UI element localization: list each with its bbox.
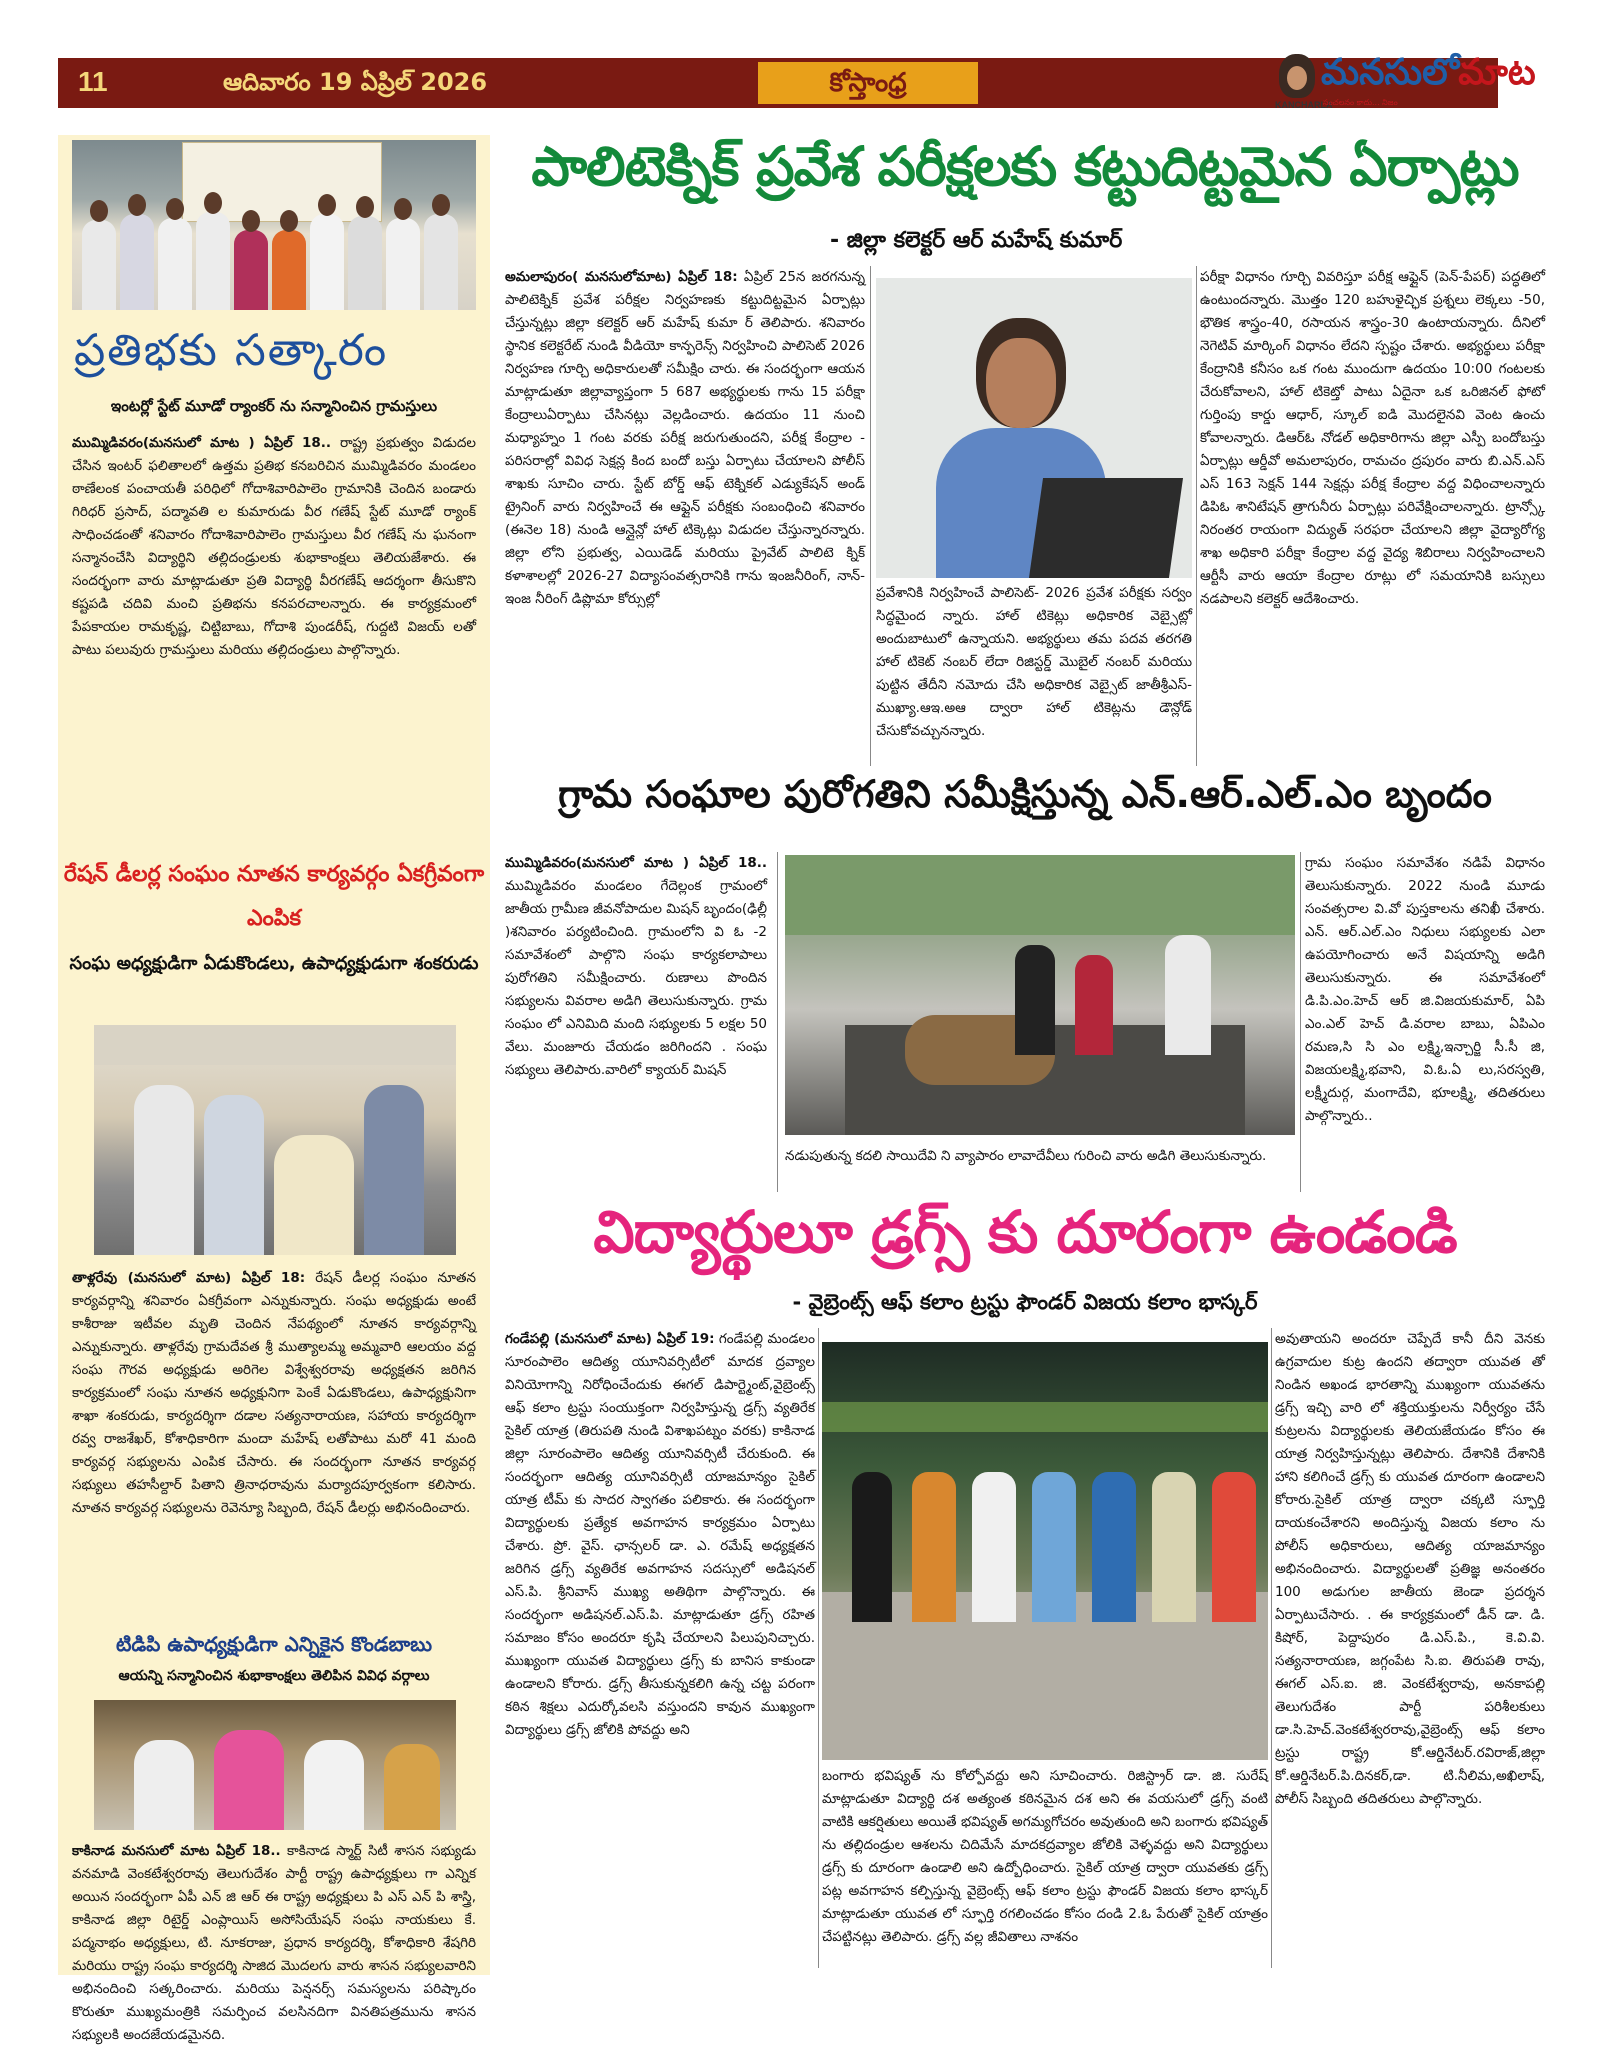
nrlm-column-1: [505, 852, 767, 1192]
body-text: కాకినాడ స్మార్ట్ సిటీ శాసన సభ్యుడు వనమాడి వెంకటేశ్వరరావు తెలుగుదేశం పార్టీ రాష్ట్ర ఉపాధ్యక్షులు గా ఎన్నిక అయిన సందర్భంగా ఏపీ ఎన్ జి ఆర్ ఈ రాష్ట్ర అధ్యక్షులు పి ఎస్ ఎన్ పి శాస్త్రి, కాకినాడ జిల్లా రిటైర్డ్ ఎంప్లాయిస్ అసోసియేషన్ సంఘ నాయకులు కే. పద్మనాభం అధ్యక్షులు, టి. నూకరాజు, ప్రధాన కార్యదర్శి, కోశాధికారి శేషగిరి మరియు రాష్ట్ర సంఘ కార్యదర్శి సాజిద మొదలగు వారు శాసన సభ్యులవారిని అభినందించి సత్కరించారు. మరియు పెన్షనర్స్ సమస్యలను పరిష్కారం కొరుతూ ముఖ్యమంత్రికి సమర్పించ వలసినదిగా వినతిపత్రమును శాసన సభ్యులకి అందజేయడమైనది.: [72, 1843, 476, 2043]
polytechnic-column-1: [505, 266, 865, 766]
headline-ration-dealers: రేషన్ డీలర్ల సంఘం నూతన కార్యవర్గం ఏకగ్రీవంగా ఎంపిక: [63, 862, 485, 931]
column-rule: [818, 1328, 819, 1968]
polytechnic-column-3: పరీక్షా విధానం గూర్చి వివరిస్తూ పరీక్ష ఆఫ్లైన్ (పెన్-పేపర్) పద్ధతిలో ఉంటుందన్నారు. మొత్తం 120 బహుళైచ్ఛిక ప్రశ్నలు లెక్కలు -50, భౌతిక శాస్త్రం-40, రసాయన శాస్త్రం-30 ఉంటాయన్నారు. దీనిలో నెగెటివ్ మార్కింగ్ విధానం లేదని స్పష్టం చేశారు. అభ్యర్థులు పరీక్షా కేంద్రానికి కనీసం ఒక గంట ముందుగా ఉదయం 10:00 గంటలకు చేరుకోవాలని, హాల్ టికెట్తో పాటు ఏదైనా ఒక ఒరిజినల్ ఫోటో గుర్తింపు కార్డు ఆధార్, స్కూల్ ఐడి మొదలైనవి వెంట ఉంచు కోవాలన్నారు. డిఆర్ఓ నోడల్ అధికారిగాను జిల్లా ఎస్పీ బందోబస్తు ఏర్పాట్లు ఆర్డీవో అమలాపురం, రామచం ద్రపురం వారు బి.ఎన్.ఎస్ ఎస్ 163 సెక్షన్ 144 సెక్షన్లు పరీక్ష కేంద్రాల వద్ద విధించాలన్నారు డిపిఓ శానిటేషన్ త్రాగునీరు ఏర్పాట్లు పరివేక్షించాలన్నారు. ట్రాన్స్కో నిరంతర రాయంగా విద్యుత్ సరఫరా చేయాలని జిల్లా వైద్యారోగ్య శాఖ అధికారి పరీక్షా కేంద్రాల వద్ద వైద్య శిబిరాలు నిర్వహించాలని ఆర్టీసీ వారు ఆయా కేంద్రాల రూట్లు లో సమయానికి బస్సులు నడపాలని కలెక్టర్ ఆదేశించారు.: [1200, 269, 1545, 607]
logo-name: KANCHARLA: [1275, 100, 1333, 110]
nrlm-column-3: గ్రామ సంఘం సమావేశం నడిపే విధానం తెలుసుకున్నారు. 2022 నుండి మూడు సంవత్సరాల వి.వో పుస్తకాలను తనిఖీ చేశారు. ఎన్. ఆర్.ఎల్.ఎం నిధులు సభ్యులకు ఎలా ఉపయోగించారు అనే విషయాన్ని అడిగి తెలుసుకున్నారు. ఈ సమావేశంలో డి.పి.ఎం.హెచ్ ఆర్ జి.విజయకుమార్, ఏపి ఎం.ఎల్ హెచ్ డి.వరాల బాబు, ఏపిఎం రమణ,సి సి ఎం లక్ష్మి,ఇన్చార్జి సీ.సీ జి, విజయలక్ష్మి,భవాని, వి.ఓ.ఏ లు,సరస్వతి, లక్ష్మీదుర్గ, మంగాదేవి, భూలక్ష్మి, తదితరులు పాల్గొన్నారు..: [1305, 855, 1545, 1124]
drugs-column-1: [505, 1328, 815, 1968]
subhead-ration-dealers: సంఘ అధ్యక్షుడిగా ఏడుకొండలు, ఉపాధ్యక్షుడుగా శంకరుడు: [69, 953, 479, 974]
stage-performers-photo: [822, 1342, 1268, 1760]
headline-polytechnic: పాలిటెక్నిక్ ప్రవేశ పరీక్షలకు కట్టుదిట్టమైన ఏర్పాట్లు: [531, 135, 1519, 198]
newspaper-logo: [1275, 52, 1535, 114]
masthead-title-part1: మనసులో: [1321, 52, 1459, 93]
page-number: 11: [78, 66, 108, 97]
drugs-column-3: అవుతాయని అందరూ చెప్పేదే కానీ దీని వెనకు ఉగ్రవాదుల కుట్ర ఉందని తద్వారా యువత తో నిండిన అఖండ భారతాన్ని ముఖ్యంగా యువతను డ్రగ్స్ ఇచ్చి వారి లో శక్తియుక్తులను నిర్వీర్యం చేసే కుట్రలను విద్యార్థులకు తెలియజేయడం కోసం ఈ యాత్ర నిర్వహిస్తున్నట్లు తెలిపారు. దేశానికి దేశానికి హాని కలిగించే డ్రగ్స్ కు యువత దూరంగా ఉండాలని కోరారు.సైకిల్ యాత్ర ద్వారా చక్కటి స్ఫూర్తి దాయకంచేశారని అందిస్తున్న విజయ కలాం ను పోలీస్ అధికారులు, ఆదిత్య యాజమాన్యం అభినందించారు. విద్యార్థులతో ప్రతిజ్ఞ అనంతరం 100 అడుగుల జాతీయ జెండా ప్రదర్శన ఏర్పాటుచేసారు. . ఈ కార్యక్రమంలో డీన్ డా. డి. కిషోర్, పెద్దాపురం డి.ఎస్.పి., కె.వి.వి. సత్యనారాయణ, జగ్గంపేట సి.ఐ. తిరుపతి రావు, ఈగల్ ఎస్.ఐ. జి. వెంకటేశ్వరావు, అనకాపల్లి తెలుగుదేశం పార్టీ పరిశీలకులు డా.సి.హెచ్.వెంకటేశ్వరరావు,వైబ్రెంట్స్ ఆఫ్ కలాం ట్రస్టు రాష్ట్ర కో.ఆర్డినేటర్.రవిరాజ్,జిల్లా కో.ఆర్డినేటర్.పి.దినకర్,డా. టి.నీలిమ,అఖిలాష్, పోలీస్ సిబ్బంది తదితరులు పాల్గొన్నారు.: [1275, 1331, 1545, 1807]
dateline: గండేపల్లి (మనసులో మాట) ఏప్రిల్ 19:: [505, 1331, 715, 1347]
headline-drugs-awareness: విద్యార్థులూ డ్రగ్స్ కు దూరంగా ఉండండి: [593, 1198, 1457, 1266]
masthead-title-part2: మాట: [1458, 52, 1536, 93]
subhead-felicitation: ఇంటర్లో స్టేట్ మూడో ర్యాంకర్ ను సన్మానించిన గ్రామస్తులు: [110, 397, 438, 415]
column-rule: [1300, 852, 1301, 1192]
nrlm-caption: నడుపుతున్న కదలి సాయిదేవి ని వ్యాపారం లావాదేవీలు గురించి వారు అడిగి తెలుసుకున్నారు.: [785, 1148, 1267, 1164]
masthead-title: [1321, 52, 1536, 102]
article-felicitation-body: [72, 432, 476, 852]
article-tdp-body: [72, 1840, 476, 2043]
dateline: కాకినాడ మనసులో మాట ఏప్రిల్ 18..: [72, 1843, 281, 1859]
headline-nrlm-review: గ్రామ సంఘాల పురోగతిని సమీక్షిస్తున్న ఎన్.ఆర్.ఎల్.ఎం బృందం: [558, 772, 1492, 816]
issue-date: ఆదివారం 19 ఏప్రిల్ 2026: [223, 68, 488, 96]
collector-photo: [876, 278, 1192, 578]
polytechnic-column-2: ప్రవేశానికి నిర్వహించే పాలిసెట్- 2026 ప్రవేశ పరీక్షకు సర్వం సిద్ధమైంద న్నారు. హాల్ టికెట్లు అధికారిక వెబ్సైట్లో అందుబాటులో ఉన్నాయని. అభ్యర్థులు తమ పదవ తరగతి హాల్ టికెట్ నంబర్ లేదా రిజిస్టర్డ్ మొబైల్ నంబర్ మరియు పుట్టిన తేదీని నమోదు చేసి అధికారిక వెబ్సైట్ జాతీశ్రీఎస్- ముఖ్యా.ఆఇ.అఆ ద్వారా హాల్ టికెట్లను డౌన్లోడ్ చేసుకోవచ్చునన్నారు.: [876, 585, 1192, 739]
group-people: [82, 200, 472, 310]
ration-dealers-photo: [94, 1025, 456, 1255]
felicitation-photo: [72, 140, 476, 310]
body-text: రేషన్ డీలర్ల సంఘం నూతన కార్యవర్గాన్ని శనివారం ఏకగ్రీవంగా ఎన్నుకున్నారు. సంఘ అధ్యక్షుడు అంటే కాశీరాజు ఇటీవల మృతి చెందిన నేపథ్యంలో నూతన కార్యవర్గాన్ని ఎన్నుకున్నారు. తాళ్లరేవు గ్రామదేవత శ్రీ ముత్యాలమ్మ అమ్మవారి ఆలయం వద్ద సంఘ గౌరవ అధ్యక్షుడు అరిగెల విశ్వేశ్వరరావు అధ్యక్షతన జరిగిన కార్యక్రమంలో సంఘ నూతన అధ్యక్షునిగా పెంకే ఏడుకొండలు, ఉపాధ్యక్షునిగా శాఖా శంకరుడు, కార్యదర్శిగా దడాల సత్యనారాయణ, సహాయ కార్యదర్శిగా రవ్వ రాజశేఖర్, కోశాధికారిగా మందా మహేష్ లతోపాటు మరో 41 మంది కార్యవర్గ సభ్యులను ఎంపిక చేసారు. ఈ సందర్భంగా నూతన కార్యవర్గ సభ్యులు తహసీల్దార్ పితాని త్రినాధరావును మర్యాదపూర్వకంగా కలిసారు. నూతన కార్యవర్గ సభ్యులను రెవెన్యూ సిబ్బంది, రేషన్ డీలర్లు అభినందించారు.: [72, 1270, 476, 1516]
body-text: గండేపల్లి మండలం సూరంపాలెం ఆదిత్య యూనివర్సిటీలో మాదక ద్రవ్యాల వినియోగాన్ని నిరోధించేందుకు ఈగల్ డిపార్ట్మెంట్,వైబ్రెంట్స్ ఆఫ్ కలాం ట్రస్టు సంయుక్తంగా నిర్వహిస్తున్న డ్రగ్స్ వ్యతిరేక సైకిల్ యాత్ర (తిరుపతి నుండి విశాఖపట్నం వరకు) కాకినాడ జిల్లా సూరంపాలెం ఆదిత్య యూనివర్సిటీ చేరుకుంది. ఈ సందర్భంగా ఆదిత్య యూనివర్సిటీ యాజమాన్యం సైకిల్ యాత్ర టీమ్ కు సాదర స్వాగతం పలికారు. ఈ సందర్భంగా విద్యార్థులకు ప్రత్యేక అవగాహన కార్యక్రమం ఏర్పాటు చేశారు. ప్రో. వైస్. ఛాన్సలర్ డా. ఎ. రమేష్ అధ్యక్షతన జరిగిన డ్రగ్స్ వ్యతిరేక అవగాహన సదస్సులో అడిషనల్ ఎస్.పి. శ్రీనివాస్ ముఖ్య అతిథిగా పాల్గొన్నారు. ఈ సందర్భంగా అడిషనల్.ఎస్.పి. మాట్లాడుతూ డ్రగ్స్ రహిత సమాజం కోసం అందరూ కృషి చేయాలని పిలుపునిచ్చారు. ముఖ్యంగా యువత విద్యార్థులు డ్రగ్స్ కు బానిస కాకుండా ఉండాలని కోరారు. డ్రగ్స్ తీసుకున్నకలిగి ఉన్న చట్ట పరంగా కఠిన శిక్షలు ఎదుర్కోవలసి వస్తుందని కావున ముఖ్యంగా విద్యార్థులు డ్రగ్స్ జోలికి పోవద్దు అని: [505, 1331, 815, 1738]
dateline: తాళ్లరేవు (మనసులో మాట) ఏప్రిల్ 18:: [72, 1270, 306, 1286]
byline-polytechnic: - జిల్లా కలెక్టర్ ఆర్ మహేష్ కుమార్: [830, 228, 1123, 253]
masthead-tagline: సంచలనం కాదు... నిజం: [1323, 98, 1398, 107]
body-text: ఏప్రిల్ 25న జరగనున్న పాలిటెక్నిక్ ప్రవేశ పరీక్షల నిర్వహణకు కట్టుదిట్టమైన ఏర్పాట్లు చేస్తున్నట్లు జిల్లా కలెక్టర్ ఆర్ మహేష్ కుమా ర్ తెలిపారు. శనివారం స్థానిక కలెక్టరేట్ నుండి వీడియో కాన్ఫరెన్స్ నిర్వహించి పాలిసెట్ 2026 నిర్వహణ గూర్చి అధికారులతో సమీక్షిం చారు. ఈ సందర్భంగా ఆయన మాట్లాడుతూ జిల్లావ్యాప్తంగా 5 687 అభ్యర్థులకు గాను 15 పరీక్షా కేంద్రాలుఏర్పాటు చేసినట్లు వెల్లడించారు. ఉదయం 11 నుంచి మధ్యాహ్నం 1 గంట వరకు పరీక్ష జరుగుతుందని, పరీక్ష కేంద్రాల - పరిసరాల్లో వివిధ సెక్షన్ల కింద బందో బస్తు ఏర్పాటు చేయాలని పోలీస్ శాఖకు సూచిం చారు. స్టేట్ బోర్డ్ ఆఫ్ టెక్నికల్ ఎడ్యుకేషన్ అండ్ ట్రైనింగ్ వారు నిర్వహించే ఈ ఆఫ్లైన్ పరీక్షకు సంబంధించి శనివారం (ఈనెల 18) నుండి ఆన్లైన్లో హాల్ టిక్కెట్లు విడుదల చేస్తున్నారన్నారు. జిల్లా లోని ప్రభుత్వ, ఎయిడెడ్ మరియు ప్రైవేట్ పాలిటె క్నిక్ కళాశాలల్లో 2026-27 విద్యాసంవత్సరానికి గాను ఇంజనీరింగ్, నాన్- ఇంజ నీరింగ్ డిప్లొమా కోర్సుల్లో: [505, 269, 865, 607]
nrlm-team-photo: [785, 855, 1295, 1135]
column-rule: [1196, 266, 1197, 766]
headline-felicitation: ప్రతిభకు సత్కారం: [74, 325, 389, 376]
body-text: రాష్ట్ర ప్రభుత్వం విడుదల చేసిన ఇంటర్ ఫలితాలలో ఉత్తమ ప్రతిభ కనబరిచిన ముమ్మిడివరం మండలం ఠాణేలంక పంచాయతీ పరిధిలో గోదాశివారిపాలెం గ్రామానికి చెందిన బండారు గిరిధర్ ప్రసాద్, పద్మావతి ల కుమారుడు వీర గణేష్ స్టేట్ మూడో ర్యాంక్ సాధించడంతో శనివారం గోదాశివారిపాలెం గ్రామస్తులు వీర గణేష్ ను ఘనంగా సన్మానంచేసి విద్యార్థిని తల్లిదండ్రులకు శుభాకాంక్షలు తెలియజేశారు. ఈ సందర్భంగా వారు మాట్లాడుతూ ప్రతి విద్యార్థి వీరగణేష్ ఆదర్శంగా తీసుకొని కష్టపడి చదివి మంచి ప్రతిభను కనపరచాలన్నారు. ఈ కార్యక్రమంలో పేపకాయల రామకృష్ణ, చిట్టిబాబు, గోదాశి పుండరీష్, గుద్దటి విజయ్ లతో పాటు పలువురు గ్రామస్తులు మరియు తల్లిదండ్రులు పాల్గొన్నారు.: [72, 435, 476, 658]
laptop-icon: [1029, 478, 1183, 578]
column-rule: [1271, 1328, 1272, 1968]
section-name: కోస్తాంధ్ర: [758, 62, 978, 104]
column-rule: [870, 266, 871, 766]
tdp-felicitation-photo: [94, 1700, 456, 1830]
column-rule: [777, 852, 778, 1192]
dateline: ముమ్మిడివరం(మనసులో మాట ) ఏప్రిల్ 18..: [505, 855, 767, 871]
dateline: ముమ్మిడివరం(మనసులో మాట ) ఏప్రిల్ 18..: [72, 435, 332, 451]
subhead-tdp-vice-president: ఆయన్ని సన్మానించిన శుభాకాంక్షలు తెలిపిన వివిధ వర్గాలు: [118, 1668, 430, 1684]
left-sidebar-column: [58, 135, 490, 2043]
founder-portrait-icon: [1279, 54, 1315, 98]
body-text: ముమ్మిడివరం మండలం గేదెల్లంక గ్రామంలో జాతీయ గ్రామీణ జీవనోపాదుల మిషన్ బృందం(ఢిల్లీ )శనివారం పర్యటించింది. గ్రామంలోని వి ఓ -2 సమావేశంలో పాల్గొని సంఘ కార్యకలాపాలు పురోగతిని సమీక్షించారు. రుణాలు పొందిన సభ్యులను వివరాల అడిగి తెలుసుకున్నారు. గ్రామ సంఘం లో ఎనిమిది మంది సభ్యులకు 5 లక్షల 50 వేలు. మంజూరు చేయడం జరిగిందని . సంఘ సభ్యులు తెలిపారు.వారిలో క్యాయర్ మిషన్: [505, 878, 767, 1078]
headline-tdp-vice-president: టిడిపి ఉపాధ్యక్షుడిగా ఎన్నికైన కొండబాబు: [115, 1632, 433, 1656]
dateline: అమలాపురం( మనసులోమాట) ఏప్రిల్ 18:: [505, 269, 738, 285]
byline-drugs-awareness: - వైబ్రెంట్స్ ఆఫ్ కలాం ట్రస్టు ఫౌండర్ విజయ కలాం భాస్కర్: [792, 1290, 1258, 1314]
drugs-column-2: బంగారు భవిష్యత్ ను కోల్పోవద్దు అని సూచించారు. రిజిస్ట్రార్ డా. జి. సురేష్ మాట్లాడుతూ విద్యార్థి దశ అత్యంత కఠినమైన దశ అని ఈ వయసులో డ్రగ్స్ వంటి వాటికి ఆకర్షితులు అయితే భవిష్యత్ అగమ్యగోచరం అవుతుంది అని బంగారు భవిష్యత్ ను తల్లిదండ్రుల ఆశలను చిదిమేసే మాదకద్రవ్యాల జోలికి వెళ్ళవద్దు అని విద్యార్థులు డ్రగ్స్ కు దూరంగా ఉండాలి అని ఉద్బోధించారు. సైకిల్ యాత్ర ద్వారా యువతకు డ్రగ్స్ పట్ల అవగాహన కల్పిస్తున్న వైబ్రెంట్స్ ఆఫ్ కలాం ట్రస్టు ఫౌండర్ విజయ కలాం భాస్కర్ మాట్లాడుతూ యువత లో స్ఫూర్తి రగలించడం కోసం దండి 2.ఓ పేరుతో సైకిల్ యాత్రం చేపట్టినట్లు తెలిపారు. డ్రగ్స్ వల్ల జీవితాలు నాశనం: [822, 1768, 1268, 1945]
